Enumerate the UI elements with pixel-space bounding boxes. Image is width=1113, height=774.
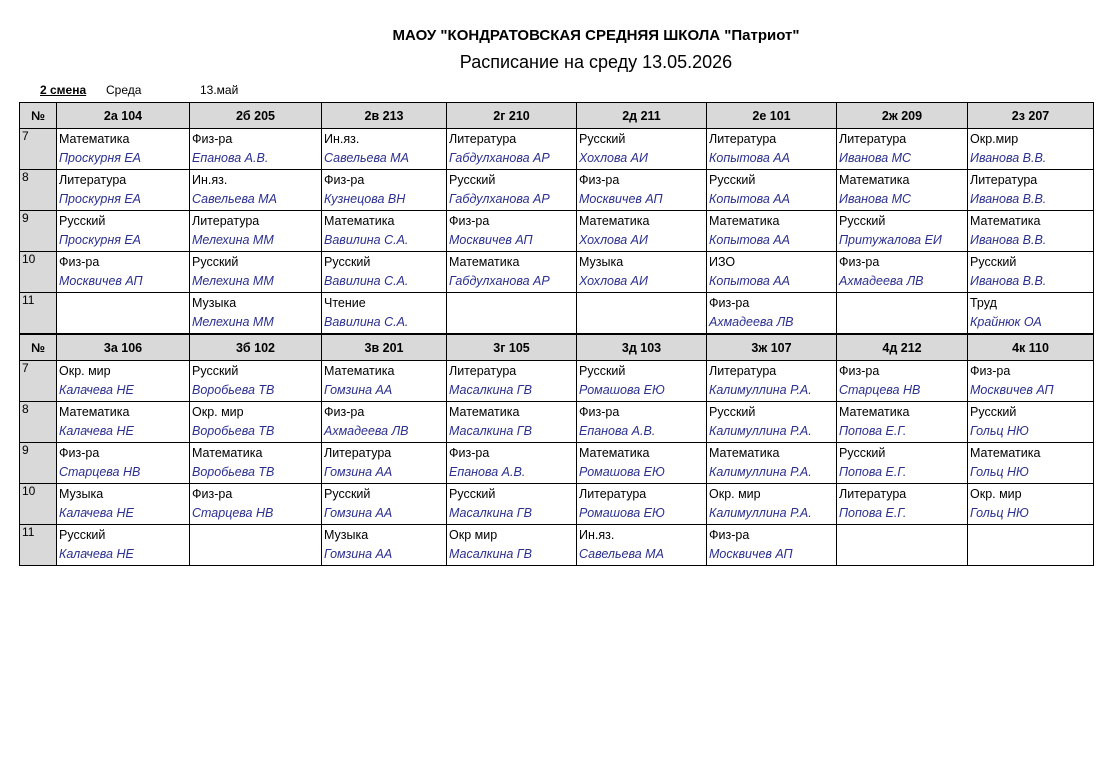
lesson-row	[20, 443, 1094, 484]
lesson-number-header: №	[20, 103, 57, 129]
class-header: 4д 212	[837, 334, 968, 361]
day-label: Среда	[106, 83, 142, 97]
class-header: 2г 210	[447, 103, 577, 129]
teacher-name: Москвичев АП	[59, 274, 143, 288]
lesson-number: 11	[20, 293, 57, 335]
teacher-name: Епанова А.В.	[192, 151, 269, 165]
teacher-name: Хохлова АИ	[579, 151, 648, 165]
lesson-cell	[968, 361, 1094, 402]
subject-name: Физ-ра	[970, 364, 1011, 378]
teacher-name	[837, 296, 967, 301]
teacher-name: Москвичев АП	[709, 547, 793, 561]
lesson-cell	[190, 129, 322, 170]
teacher-name: Хохлова АИ	[579, 274, 648, 288]
teacher-name: Калачева НЕ	[59, 424, 134, 438]
class-header: 3г 105	[447, 334, 577, 361]
lesson-cell	[707, 484, 837, 525]
teacher-name: Вавилина С.А.	[324, 233, 409, 247]
teacher-name: Воробьева ТВ	[192, 424, 275, 438]
subject-name: Литература	[59, 173, 127, 187]
teacher-name: Притужалова ЕИ	[839, 233, 942, 247]
subject-name: ИЗО	[709, 255, 736, 269]
teacher-name: Иванова В.В.	[970, 151, 1047, 165]
teacher-name: Калачева НЕ	[59, 506, 134, 520]
lesson-number: 11	[20, 525, 57, 566]
lesson-cell	[707, 525, 837, 566]
lesson-cell	[57, 443, 190, 484]
lesson-cell	[57, 525, 190, 566]
subject-name: Ин.яз.	[324, 132, 360, 146]
lesson-cell	[57, 129, 190, 170]
subject-name: Математика	[449, 255, 520, 269]
teacher-name: Воробьева ТВ	[192, 383, 275, 397]
teacher-name: Ахмадеева ЛВ	[709, 315, 794, 329]
lesson-cell	[190, 211, 322, 252]
teacher-name: Копытова АА	[709, 192, 790, 206]
lesson-cell	[190, 525, 322, 566]
lesson-row	[20, 361, 1094, 402]
subject-name: Русский	[709, 405, 756, 419]
shift-label: 2 смена	[40, 83, 87, 97]
subject-name: Русский	[449, 173, 496, 187]
lesson-number: 9	[20, 443, 57, 484]
teacher-name	[190, 528, 321, 533]
lesson-cell	[322, 211, 447, 252]
lesson-cell	[447, 129, 577, 170]
lesson-row	[20, 525, 1094, 566]
lesson-cell	[968, 293, 1094, 335]
teacher-name: Хохлова АИ	[579, 233, 648, 247]
subject-name: Математика	[709, 214, 780, 228]
subject-name: Музыка	[192, 296, 237, 310]
lesson-cell	[190, 293, 322, 335]
lesson-cell	[57, 402, 190, 443]
teacher-name: Савельева МА	[579, 547, 664, 561]
schedule-table	[19, 102, 1094, 566]
lesson-cell	[447, 293, 577, 335]
lesson-cell	[968, 211, 1094, 252]
teacher-name: Попова Е.Г.	[839, 465, 907, 479]
teacher-name: Масалкина ГВ	[449, 506, 532, 520]
lesson-cell	[837, 129, 968, 170]
subject-name: Ин.яз.	[192, 173, 228, 187]
subject-name: Математика	[839, 405, 910, 419]
lesson-cell	[837, 361, 968, 402]
teacher-name: Копытова АА	[709, 274, 790, 288]
lesson-cell	[322, 293, 447, 335]
class-header: 3в 201	[322, 334, 447, 361]
teacher-name: Калимуллина Р.А.	[709, 383, 812, 397]
subject-name: Ин.яз.	[579, 528, 615, 542]
teacher-name: Калачева НЕ	[59, 383, 134, 397]
subject-name: Физ-ра	[324, 405, 365, 419]
teacher-name: Воробьева ТВ	[192, 465, 275, 479]
subject-name: Русский	[324, 487, 371, 501]
subject-name: Окр. мир	[709, 487, 761, 501]
lesson-row	[20, 293, 1094, 335]
lesson-cell	[968, 402, 1094, 443]
lesson-cell	[968, 484, 1094, 525]
teacher-name: Ахмадеева ЛВ	[324, 424, 409, 438]
subject-name: Физ-ра	[324, 173, 365, 187]
subject-name: Математика	[324, 214, 395, 228]
lesson-number: 9	[20, 211, 57, 252]
lesson-cell	[57, 293, 190, 335]
lesson-cell	[57, 170, 190, 211]
lesson-cell	[447, 443, 577, 484]
lesson-cell	[190, 361, 322, 402]
class-header: 2д 211	[577, 103, 707, 129]
subject-name: Математика	[59, 405, 130, 419]
lesson-cell	[968, 443, 1094, 484]
lesson-cell	[57, 484, 190, 525]
subject-name: Русский	[59, 214, 106, 228]
subject-name: Музыка	[579, 255, 624, 269]
lesson-cell	[837, 402, 968, 443]
lesson-row	[20, 484, 1094, 525]
teacher-name: Ахмадеева ЛВ	[839, 274, 924, 288]
lesson-cell	[968, 525, 1094, 566]
teacher-name: Калачева НЕ	[59, 547, 134, 561]
lesson-row	[20, 252, 1094, 293]
lesson-cell	[837, 525, 968, 566]
school-title: МАОУ "КОНДРАТОВСКАЯ СРЕДНЯЯ ШКОЛА "Патриот"	[392, 27, 800, 44]
lesson-cell	[968, 252, 1094, 293]
subject-name: Физ-ра	[579, 405, 620, 419]
class-header: 3д 103	[577, 334, 707, 361]
lesson-cell	[57, 211, 190, 252]
class-header: 2е 101	[707, 103, 837, 129]
lesson-cell	[322, 361, 447, 402]
class-header: 3а 106	[57, 334, 190, 361]
lesson-cell	[837, 484, 968, 525]
subject-name: Литература	[709, 364, 777, 378]
lesson-cell	[190, 484, 322, 525]
subject-name: Русский	[970, 255, 1017, 269]
teacher-name: Проскурня ЕА	[59, 151, 142, 165]
lesson-cell	[57, 252, 190, 293]
lesson-cell	[577, 361, 707, 402]
class-header: 2б 205	[190, 103, 322, 129]
subject-name: Литература	[449, 364, 517, 378]
lesson-cell	[190, 443, 322, 484]
lesson-cell	[447, 252, 577, 293]
teacher-name: Крайнюк ОА	[970, 315, 1042, 329]
subject-name: Физ-ра	[59, 446, 100, 460]
teacher-name: Ромашова ЕЮ	[579, 465, 665, 479]
teacher-name: Москвичев АП	[970, 383, 1054, 397]
teacher-name: Москвичев АП	[449, 233, 533, 247]
lesson-cell	[322, 402, 447, 443]
subject-name: Труд	[970, 296, 997, 310]
teacher-name: Иванова В.В.	[970, 274, 1047, 288]
class-header-row	[20, 334, 1094, 361]
subject-name: Русский	[324, 255, 371, 269]
teacher-name: Масалкина ГВ	[449, 424, 532, 438]
subject-name: Литература	[579, 487, 647, 501]
teacher-name: Мелехина ММ	[192, 315, 274, 329]
lesson-cell	[837, 293, 968, 335]
teacher-name	[447, 296, 576, 301]
subject-name: Русский	[579, 132, 626, 146]
lesson-cell	[577, 525, 707, 566]
subject-name: Окр. мир	[192, 405, 244, 419]
subject-name: Физ-ра	[192, 487, 233, 501]
teacher-name: Гольц НЮ	[970, 506, 1029, 520]
teacher-name: Копытова АА	[709, 233, 790, 247]
lesson-number: 7	[20, 361, 57, 402]
lesson-cell	[837, 170, 968, 211]
lesson-row	[20, 211, 1094, 252]
lesson-cell	[968, 170, 1094, 211]
lesson-cell	[837, 211, 968, 252]
subject-name: Литература	[192, 214, 260, 228]
lesson-cell	[322, 525, 447, 566]
teacher-name: Попова Е.Г.	[839, 424, 907, 438]
lesson-number: 8	[20, 170, 57, 211]
subject-name: Физ-ра	[579, 173, 620, 187]
subject-name: Математика	[579, 446, 650, 460]
subject-name: Математика	[709, 446, 780, 460]
lesson-row	[20, 170, 1094, 211]
lesson-cell	[447, 170, 577, 211]
teacher-name: Мелехина ММ	[192, 233, 274, 247]
lesson-cell	[447, 211, 577, 252]
subject-name: Русский	[839, 214, 886, 228]
teacher-name: Проскурня ЕА	[59, 233, 142, 247]
subject-name: Математика	[970, 214, 1041, 228]
teacher-name: Иванова В.В.	[970, 192, 1047, 206]
lesson-cell	[707, 402, 837, 443]
teacher-name: Ромашова ЕЮ	[579, 506, 665, 520]
class-header: 3б 102	[190, 334, 322, 361]
teacher-name: Габдулханова АР	[449, 192, 550, 206]
subject-name: Чтение	[324, 296, 366, 310]
teacher-name: Епанова А.В.	[579, 424, 656, 438]
lesson-cell	[322, 129, 447, 170]
lesson-cell	[837, 252, 968, 293]
teacher-name: Калимуллина Р.А.	[709, 424, 812, 438]
teacher-name: Масалкина ГВ	[449, 383, 532, 397]
subject-name: Русский	[449, 487, 496, 501]
teacher-name: Москвичев АП	[579, 192, 663, 206]
subject-name: Физ-ра	[192, 132, 233, 146]
lesson-cell	[577, 293, 707, 335]
teacher-name: Калимуллина Р.А.	[709, 465, 812, 479]
subject-name: Русский	[579, 364, 626, 378]
teacher-name	[577, 296, 706, 301]
subject-name: Русский	[709, 173, 756, 187]
class-header: 2а 104	[57, 103, 190, 129]
class-header: 4к 110	[968, 334, 1094, 361]
teacher-name	[968, 528, 1093, 533]
subject-name: Русский	[192, 364, 239, 378]
teacher-name: Иванова МС	[839, 151, 912, 165]
subject-name: Литература	[839, 132, 907, 146]
subject-name: Физ-ра	[709, 528, 750, 542]
teacher-name: Гольц НЮ	[970, 465, 1029, 479]
class-header: 3ж 107	[707, 334, 837, 361]
teacher-name: Гомзина АА	[324, 383, 393, 397]
lesson-cell	[707, 443, 837, 484]
teacher-name: Кузнецова ВН	[324, 192, 406, 206]
lesson-cell	[577, 402, 707, 443]
lesson-cell	[707, 129, 837, 170]
subject-name: Окр мир	[449, 528, 498, 542]
lesson-cell	[447, 402, 577, 443]
subject-name: Математика	[970, 446, 1041, 460]
lesson-cell	[707, 252, 837, 293]
lesson-cell	[447, 361, 577, 402]
teacher-name: Иванова В.В.	[970, 233, 1047, 247]
lesson-cell	[577, 211, 707, 252]
teacher-name: Копытова АА	[709, 151, 790, 165]
teacher-name: Старцева НВ	[839, 383, 921, 397]
lesson-cell	[190, 252, 322, 293]
lesson-cell	[190, 402, 322, 443]
subject-name: Математика	[324, 364, 395, 378]
teacher-name	[57, 296, 189, 301]
subject-name: Математика	[839, 173, 910, 187]
subject-name: Литература	[324, 446, 392, 460]
schedule-title: Расписание на среду 13.05.2026	[459, 52, 733, 72]
teacher-name: Гольц НЮ	[970, 424, 1029, 438]
subject-name: Физ-ра	[59, 255, 100, 269]
subject-name: Музыка	[59, 487, 104, 501]
lesson-cell	[577, 484, 707, 525]
lesson-cell	[577, 170, 707, 211]
lesson-cell	[190, 170, 322, 211]
teacher-name: Гомзина АА	[324, 465, 393, 479]
subject-name: Физ-ра	[709, 296, 750, 310]
lesson-cell	[577, 443, 707, 484]
teacher-name: Калимуллина Р.А.	[709, 506, 812, 520]
subject-name: Литература	[839, 487, 907, 501]
lesson-row	[20, 402, 1094, 443]
teacher-name: Старцева НВ	[192, 506, 274, 520]
teacher-name: Масалкина ГВ	[449, 547, 532, 561]
lesson-cell	[322, 170, 447, 211]
teacher-name: Гомзина АА	[324, 547, 393, 561]
subject-name: Литература	[970, 173, 1038, 187]
lesson-cell	[322, 484, 447, 525]
class-header: 2в 213	[322, 103, 447, 129]
teacher-name: Савельева МА	[324, 151, 409, 165]
lesson-cell	[707, 361, 837, 402]
subject-name: Окр. мир	[59, 364, 111, 378]
subject-name: Математика	[579, 214, 650, 228]
teacher-name: Савельева МА	[192, 192, 277, 206]
subject-name: Литература	[709, 132, 777, 146]
lesson-cell	[577, 252, 707, 293]
lesson-number: 7	[20, 129, 57, 170]
subject-name: Математика	[59, 132, 130, 146]
teacher-name: Габдулханова АР	[449, 151, 550, 165]
lesson-cell	[707, 293, 837, 335]
lesson-cell	[837, 443, 968, 484]
subject-name: Окр. мир	[970, 487, 1022, 501]
subject-name: Русский	[839, 446, 886, 460]
class-header: 2ж 209	[837, 103, 968, 129]
subject-name: Музыка	[324, 528, 369, 542]
teacher-name: Гомзина АА	[324, 506, 393, 520]
teacher-name: Иванова МС	[839, 192, 912, 206]
subject-name: Физ-ра	[449, 214, 490, 228]
lesson-number: 10	[20, 252, 57, 293]
lesson-cell	[707, 211, 837, 252]
lesson-cell	[577, 129, 707, 170]
teacher-name	[837, 528, 967, 533]
subject-name: Математика	[449, 405, 520, 419]
subject-name: Русский	[970, 405, 1017, 419]
lesson-cell	[322, 252, 447, 293]
lesson-row	[20, 129, 1094, 170]
lesson-number: 10	[20, 484, 57, 525]
subject-name: Русский	[192, 255, 239, 269]
lesson-cell	[447, 525, 577, 566]
subject-name: Математика	[192, 446, 263, 460]
teacher-name: Вавилина С.А.	[324, 274, 409, 288]
lesson-cell	[447, 484, 577, 525]
class-header: 2з 207	[968, 103, 1094, 129]
teacher-name: Ромашова ЕЮ	[579, 383, 665, 397]
teacher-name: Старцева НВ	[59, 465, 141, 479]
lesson-number: 8	[20, 402, 57, 443]
teacher-name: Вавилина С.А.	[324, 315, 409, 329]
subject-name: Литература	[449, 132, 517, 146]
class-header-row	[20, 103, 1094, 129]
lesson-cell	[57, 361, 190, 402]
teacher-name: Мелехина ММ	[192, 274, 274, 288]
subject-name: Физ-ра	[839, 255, 880, 269]
teacher-name: Епанова А.В.	[449, 465, 526, 479]
subject-name: Русский	[59, 528, 106, 542]
lesson-cell	[968, 129, 1094, 170]
subject-name: Окр.мир	[970, 132, 1019, 146]
lesson-number-header: №	[20, 334, 57, 361]
lesson-cell	[322, 443, 447, 484]
subject-name: Физ-ра	[449, 446, 490, 460]
lesson-cell	[707, 170, 837, 211]
teacher-name: Попова Е.Г.	[839, 506, 907, 520]
date-label: 13.май	[200, 83, 239, 97]
teacher-name: Габдулханова АР	[449, 274, 550, 288]
teacher-name: Проскурня ЕА	[59, 192, 142, 206]
subject-name: Физ-ра	[839, 364, 880, 378]
